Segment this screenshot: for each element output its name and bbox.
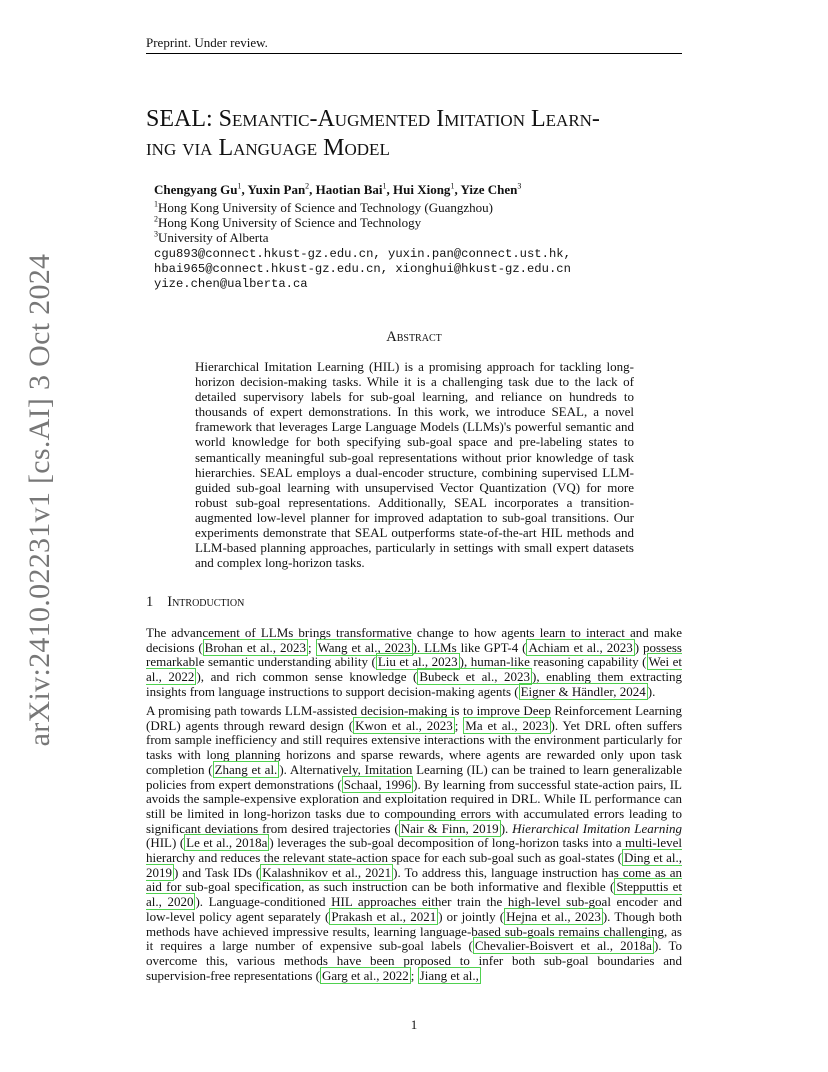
citation-link[interactable]: Liu et al., 2023 — [377, 654, 458, 670]
citation-link[interactable]: Nair & Finn, 2019 — [400, 820, 499, 836]
citation-link[interactable]: Wang et al., 2023 — [317, 639, 411, 655]
author-name: Haotian Bai — [315, 182, 383, 197]
affiliation: $^1$Hong Kong University of Science and Technology (Guangzhou) — [154, 199, 493, 215]
email-line: yize.chen@ualberta.ca — [154, 277, 308, 291]
affiliation: $^3$University of Alberta — [154, 229, 269, 245]
author-name: Yize Chen — [460, 182, 518, 197]
paper-title: SEAL: Semantic-Augmented Imitation Learn- ing via Language Model — [146, 106, 600, 161]
citation-link[interactable]: Bubeck et al., 2023 — [419, 669, 530, 685]
citation-link[interactable]: Ding et al., 2019 — [146, 850, 682, 880]
header-rule — [146, 53, 682, 54]
arxiv-identifier: arXiv:2410.02231v1 [cs.AI] 3 Oct 2024 — [23, 253, 56, 747]
abstract-heading: Abstract — [386, 329, 442, 345]
citation-link[interactable]: Achiam et al., 2023 — [528, 639, 633, 655]
citation-link[interactable]: Wei et al., 2022 — [146, 654, 682, 685]
section-heading: 1 Introduction — [146, 594, 245, 610]
citation-link[interactable]: Le et al., 2018a — [186, 835, 268, 851]
citation-link[interactable]: Zhang et al. — [214, 761, 278, 777]
citation-link[interactable]: Brohan et al., 2023 — [204, 639, 306, 655]
citation-link[interactable]: Ma et al., 2023 — [465, 717, 549, 733]
citation-link[interactable]: Hejna et al., 2023 — [506, 908, 601, 924]
author-list: Chengyang Gu$^1$, Yuxin Pan$^2$, Haotian Bai$^1$, Hui Xiong$^1$, Yize Chen$^3$ — [154, 181, 522, 197]
abstract-text: Hierarchical Imitation Learning (HIL) is a promising approach for tackling long-horizon decision-making tasks. While it is a challenging task due to the lack of detailed supervisory labels for sub-goal learning, and reliance on hundreds to thousands of expert demonstrations. In this work, we introduce SEAL, a novel framework that leverages Large Language Models (LLMs)'s powerful semantic and world knowledge for both specifying sub-goal space and pre-labeling states to semantically meaningful sub-goal representations without prior knowledge of task hierarchies. SEAL employs a dual-encoder structure, combining supervised LLM-guided sub-goal learning with unsupervised Vector Quantization (VQ) for more robust sub-goal representations. Additionally, SEAL incorporates a transition-augmented low-level planner for improved adaptation to sub-goal transitions. Our experiments demonstrate that SEAL outperforms state-of-the-art HIL methods and LLM-based planning approaches, particularly in settings with small expert datasets and complex long-horizon tasks. — [195, 359, 634, 571]
citation-link[interactable]: Chevalier-Boisvert et al., 2018a — [474, 938, 652, 954]
arxiv-sidebar — [22, 253, 58, 747]
affiliation: $^2$Hong Kong University of Science and Technology — [154, 214, 422, 230]
author-name: Yuxin Pan — [247, 182, 306, 197]
citation-link[interactable]: Stepputtis et al., 2020 — [146, 879, 682, 910]
intro-paragraph-1: The advancement of LLMs brings transformative change to how agents learn to interact and make decisions ( Brohan et al., 2023 ; Wang et al., 2023 ). LLMs like GPT-4 ( Achiam et al., 2023 ) possess remarkable semantic understanding ability ( Liu et al., 2023 ), human-like reasoning capability ( Wei et al., 2022 ), and rich common sense knowledge ( Bubeck et al., 2023 ), enabling them extracting insights from language instructions to support decision-making agents ( Eigner & Händler, 2024 ). — [146, 625, 682, 699]
email-line: cgu893@connect.hkust-gz.edu.cn, yuxin.pan@connect.ust.hk, — [154, 247, 571, 261]
email-line: hbai965@connect.hkust-gz.edu.cn, xionghui@hkust-gz.edu.cn — [154, 262, 571, 276]
citation-link[interactable]: Garg et al., 2022 — [322, 967, 409, 983]
citation-link[interactable]: Schaal, 1996 — [343, 776, 412, 792]
citation-link[interactable]: Jiang et al., — [419, 967, 479, 983]
citation-link[interactable]: Prakash et al., 2021 — [331, 908, 437, 924]
citation-link[interactable]: Eigner & Händler, 2024 — [520, 683, 646, 699]
page-number: 1 — [410, 1017, 418, 1032]
intro-paragraph-2: A promising path towards LLM-assisted decision-making is to improve Deep Reinforcement Learning (DRL) agents through reward design ( Kwon et al., 2023 ; Ma et al., 2023 ). Yet DRL often suffers from sample inefficiency and still requires extensive interactions with the environment particularly for tasks with long planning horizons and sparse rewards, where agents are rewarded only upon task completion ( Zhang et al. ). Alternatively, Imitation Learning (IL) can be trained to learn generalizable policies from expert demonstrations ( Schaal, 1996 ). By learning from successful state-action pairs, IL avoids the sample-expensive exploration and exploitation required in DRL. While IL performance can still be limited in long-horizon tasks due to compounding errors with accumulated errors leading to significant deviations from desired trajectories ( Nair & Finn, 2019 ). Hierarchical Imitation Learning (HIL) ( Le et al., 2018a ) leverages the sub-goal decomposition of long-horizon tasks into a multi-level hierarchy and reduces the relevant state-action space for each sub-goal such as goal-states ( Ding et al., 2019 ) and Task IDs ( Kalashnikov et al., 2021 ). To address this, language instruction has come as an aid for sub-goal specification, as such instruction can be both informative and flexible ( Stepputtis et al., 2020 ). Language-conditioned HIL approaches either train the high-level sub-goal encoder and low-level policy agent separately ( Prakash et al., 2021 ) or jointly ( Hejna et al., 2023 ). Though both methods have achieved impressive results, learning language-based sub-goals remains challenging, as it requires a large number of expensive sub-goal labels ( Chevalier-Boisvert et al., 2018a ). To overcome this, various methods have been proposed to infer both sub-goal boundaries and supervision-free representations ( Garg et al., 2022 ; Jiang et al., — [146, 703, 683, 983]
citation-link[interactable]: Kalashnikov et al., 2021 — [262, 864, 392, 880]
running-header: Preprint. Under review. — [146, 35, 268, 50]
citation-link[interactable]: Kwon et al., 2023 — [355, 717, 453, 733]
author-name: Chengyang Gu — [154, 182, 238, 197]
author-name: Hui Xiong — [393, 182, 451, 197]
